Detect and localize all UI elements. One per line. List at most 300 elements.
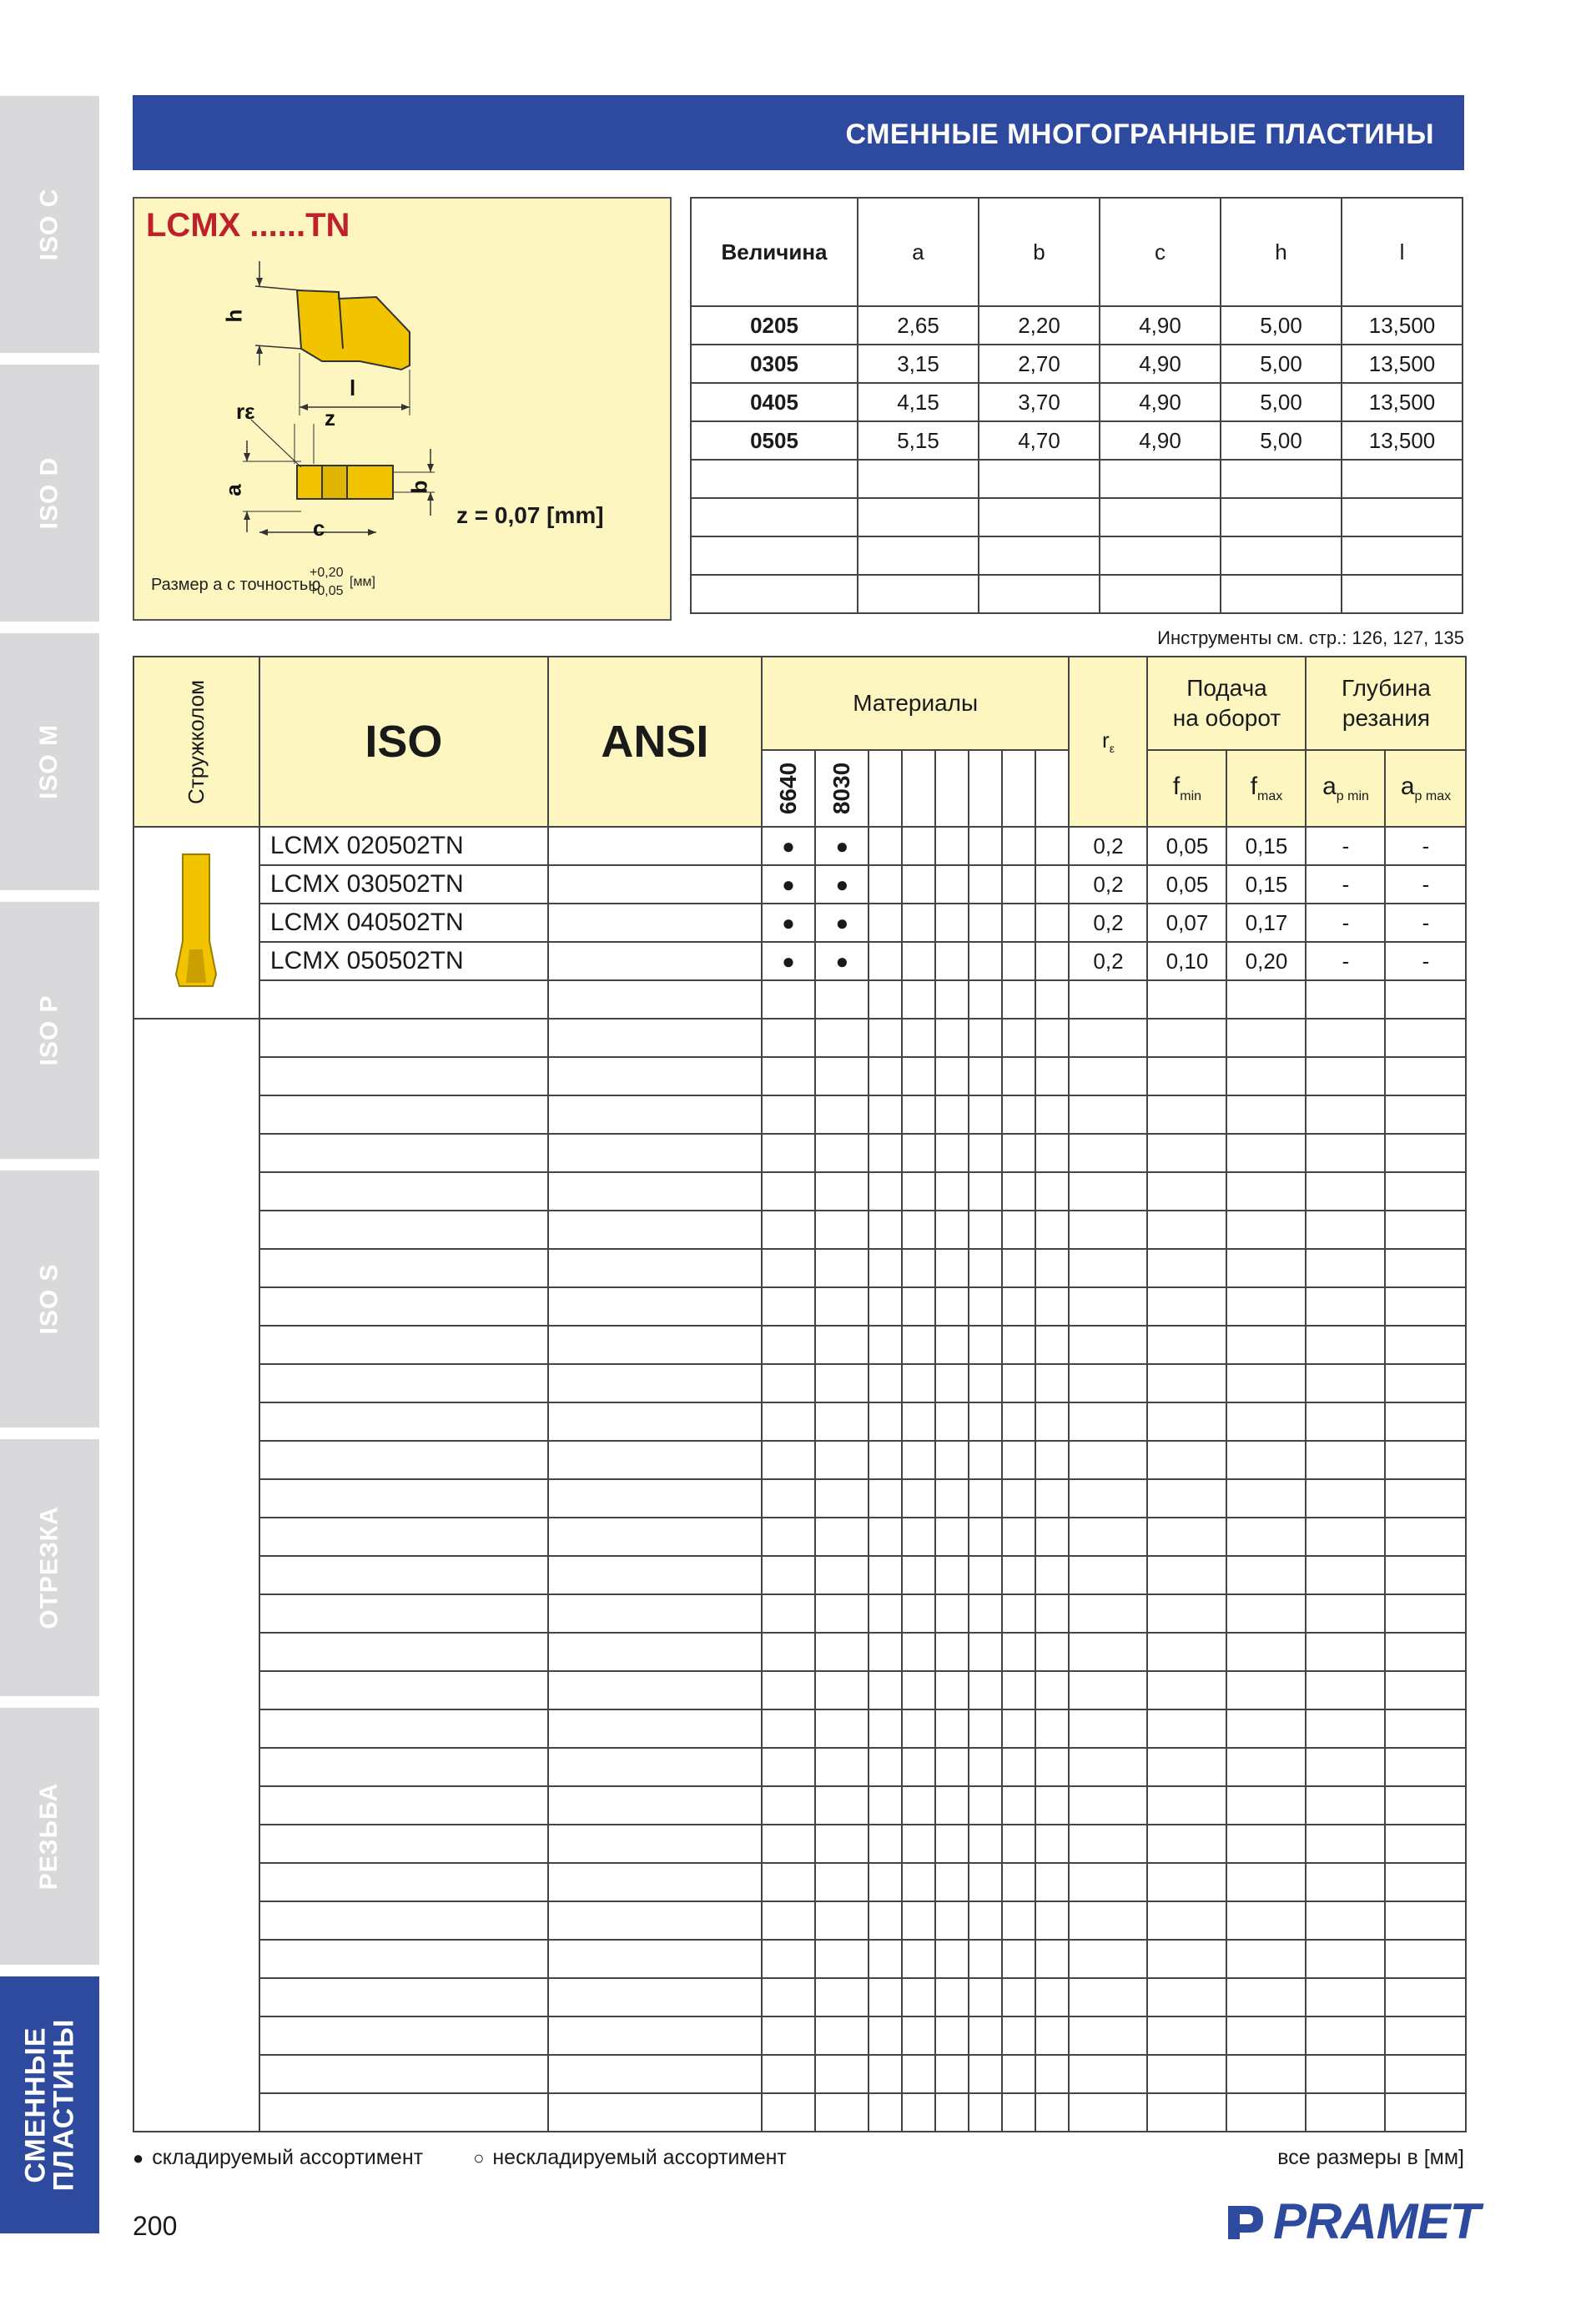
- empty-cell: [1385, 1786, 1466, 1825]
- empty-cell: [1035, 2016, 1069, 2055]
- legend: [133, 2146, 787, 2170]
- fmin-header: [1147, 750, 1226, 827]
- empty-cell: [1035, 1518, 1069, 1556]
- value-cell: 5,15: [858, 421, 979, 460]
- side-tab-iso-c[interactable]: [0, 96, 99, 353]
- side-tab-iso-m[interactable]: [0, 633, 99, 890]
- empty-cell: [1226, 1518, 1306, 1556]
- empty-cell: [1306, 2093, 1385, 2132]
- empty-cell: [259, 1556, 548, 1594]
- empty-cell: [1306, 1594, 1385, 1633]
- empty-cell: [902, 1211, 935, 1249]
- empty-cell: [762, 1249, 815, 1287]
- fmin-cell: 0,05: [1147, 827, 1226, 865]
- empty-cell: [259, 1748, 548, 1786]
- empty-cell: [1035, 1095, 1069, 1134]
- empty-cell: [762, 1633, 815, 1671]
- table-row: [133, 1441, 1466, 1479]
- apmin-cell: -: [1306, 865, 1385, 904]
- empty-cell: [815, 1057, 868, 1095]
- empty-cell: [969, 1095, 1002, 1134]
- table-row: [133, 827, 1466, 865]
- empty-cell: [762, 1978, 815, 2016]
- empty-cell: [1226, 1556, 1306, 1594]
- empty-cell: [1306, 2016, 1385, 2055]
- empty-cell: [762, 1863, 815, 1901]
- empty-cell: [1035, 1402, 1069, 1441]
- table-row: [133, 1479, 1466, 1518]
- tolerance-plus: +0,20: [310, 566, 344, 580]
- grade-empty-cell: [935, 865, 969, 904]
- side-tab-iso-d[interactable]: [0, 365, 99, 622]
- empty-cell: [1035, 1863, 1069, 1901]
- empty-cell: [868, 1671, 902, 1709]
- insert-3d-view: [297, 290, 410, 370]
- empty-cell: [1147, 1786, 1226, 1825]
- table-row: [133, 1172, 1466, 1211]
- empty-cell: [1147, 2016, 1226, 2055]
- empty-cell: [969, 1901, 1002, 1940]
- empty-cell: [1069, 1901, 1147, 1940]
- empty-cell: [1306, 1134, 1385, 1172]
- empty-cell: [1226, 2093, 1306, 2132]
- feed-label: Подача на оборот: [1172, 675, 1281, 731]
- empty-cell: [1069, 1172, 1147, 1211]
- empty-cell: [1306, 1019, 1385, 1057]
- empty-cell: [1147, 1479, 1226, 1518]
- feed-header: [1147, 657, 1306, 750]
- empty-cell: [1069, 2093, 1147, 2132]
- empty-cell: [1147, 1019, 1226, 1057]
- empty-cell: [259, 1863, 548, 1901]
- empty-cell: [868, 1556, 902, 1594]
- empty-cell: [815, 1441, 868, 1479]
- empty-cell: [259, 1825, 548, 1863]
- empty-cell: [259, 1402, 548, 1441]
- grade-availability-cell: ●: [815, 827, 868, 865]
- empty-cell: [548, 1940, 762, 1978]
- empty-cell: [935, 980, 969, 1019]
- apmax-cell: -: [1385, 827, 1466, 865]
- empty-cell: [868, 1095, 902, 1134]
- empty-cell: [1002, 1172, 1035, 1211]
- empty-cell: [548, 1441, 762, 1479]
- empty-cell: [969, 1863, 1002, 1901]
- empty-cell: [1147, 980, 1226, 1019]
- empty-cell: [1306, 1326, 1385, 1364]
- empty-cell: [935, 2093, 969, 2132]
- empty-cell: [762, 1901, 815, 1940]
- empty-cell: [1035, 1633, 1069, 1671]
- apmax-cell: -: [1385, 865, 1466, 904]
- iso-label: ISO: [365, 717, 443, 767]
- empty-cell: [259, 1095, 548, 1134]
- value-cell: 4,90: [1100, 345, 1221, 383]
- empty-cell: [1002, 980, 1035, 1019]
- empty-cell: [548, 2093, 762, 2132]
- table-row: [133, 1326, 1466, 1364]
- value-cell: 13,500: [1342, 345, 1463, 383]
- empty-cell: [548, 1479, 762, 1518]
- empty-cell: [548, 1633, 762, 1671]
- depth-header: [1306, 657, 1466, 750]
- iso-code-cell: LCMX 050502TN: [259, 942, 548, 980]
- empty-cell: [1385, 1019, 1466, 1057]
- grade-empty-cell: [902, 865, 935, 904]
- empty-cell: [1069, 1709, 1147, 1748]
- empty-cell: [935, 1326, 969, 1364]
- empty-cell: [1035, 1134, 1069, 1172]
- brand-name: PRAMET: [1273, 2193, 1480, 2249]
- side-tab-label: ОТРЕЗКА: [35, 1506, 63, 1629]
- table-row: [133, 1825, 1466, 1863]
- empty-cell: [902, 2055, 935, 2093]
- side-tab-label: ISO P: [35, 994, 63, 1066]
- empty-cell: [1002, 2093, 1035, 2132]
- empty-cell: [1306, 1249, 1385, 1287]
- empty-cell: [1069, 1134, 1147, 1172]
- empty-cell: [1147, 1287, 1226, 1326]
- empty-cell: [902, 1095, 935, 1134]
- empty-cell: [762, 2016, 815, 2055]
- empty-cell: [762, 1287, 815, 1326]
- fmax-header: [1226, 750, 1306, 827]
- empty-cell: [1385, 1326, 1466, 1364]
- empty-cell: [1385, 1825, 1466, 1863]
- diagram-title: LCMX ......TN: [146, 207, 350, 244]
- empty-cell: [935, 1057, 969, 1095]
- grade-empty-cell: [1002, 827, 1035, 865]
- grade-empty-cell: [1035, 865, 1069, 904]
- table-row: [133, 1594, 1466, 1633]
- empty-cell: [1226, 1402, 1306, 1441]
- empty-cell: [1147, 1671, 1226, 1709]
- side-tab-inserts[interactable]: [0, 1976, 99, 2233]
- insert-diagram: [133, 197, 672, 621]
- empty-cell: [1226, 1978, 1306, 2016]
- empty-cell: [1306, 1441, 1385, 1479]
- empty-cell: [548, 1748, 762, 1786]
- grade-empty-cell: [969, 827, 1002, 865]
- empty-cell: [902, 1518, 935, 1556]
- table-row: [133, 1748, 1466, 1786]
- iso-code-cell: LCMX 020502TN: [259, 827, 548, 865]
- units-note: все размеры в [мм]: [1277, 2146, 1464, 2169]
- empty-cell: [1226, 1134, 1306, 1172]
- table-row: [133, 1709, 1466, 1748]
- empty-cell: [1306, 1364, 1385, 1402]
- empty-cell: [969, 1211, 1002, 1249]
- empty-cell: [1385, 1479, 1466, 1518]
- empty-cell: [1069, 1594, 1147, 1633]
- table-row: [133, 2093, 1466, 2132]
- side-tab-iso-p[interactable]: [0, 902, 99, 1159]
- empty-cell: [548, 1364, 762, 1402]
- empty-cell: [1147, 1172, 1226, 1211]
- fmax-cell: 0,17: [1226, 904, 1306, 942]
- side-tab-otrezka[interactable]: [0, 1439, 99, 1696]
- empty-cell: [1002, 1211, 1035, 1249]
- empty-cell: [762, 1402, 815, 1441]
- empty-cell: [1035, 1671, 1069, 1709]
- empty-cell: [1002, 1671, 1035, 1709]
- empty-cell: [868, 1786, 902, 1825]
- empty-cell: [1306, 1786, 1385, 1825]
- empty-cell: [1226, 1709, 1306, 1748]
- table-row: [133, 1095, 1466, 1134]
- side-tab-rezba[interactable]: [0, 1708, 99, 1965]
- empty-cell: [1147, 1633, 1226, 1671]
- empty-cell: [1306, 1825, 1385, 1863]
- empty-cell: [1147, 1095, 1226, 1134]
- side-tab-label: ISO S: [35, 1263, 63, 1335]
- empty-cell: [1035, 1786, 1069, 1825]
- ansi-label: ANSI: [601, 717, 709, 767]
- empty-cell: [1002, 2055, 1035, 2093]
- value-cell: 4,15: [858, 383, 979, 421]
- grade-availability-cell: ●: [815, 904, 868, 942]
- empty-cell: [548, 1671, 762, 1709]
- empty-cell: [815, 1709, 868, 1748]
- empty-cell: [815, 1825, 868, 1863]
- empty-cell: [1002, 1940, 1035, 1978]
- legend-stocked-label: складируемый ассортимент: [152, 2146, 424, 2169]
- empty-cell: [1002, 1364, 1035, 1402]
- empty-cell: [259, 1594, 548, 1633]
- empty-cell: [1147, 2093, 1226, 2132]
- legend-nonstocked: [473, 2146, 787, 2170]
- empty-cell: [1147, 1709, 1226, 1748]
- radius-header: [1069, 657, 1147, 827]
- empty-cell: [1147, 1249, 1226, 1287]
- empty-cell: [902, 1786, 935, 1825]
- empty-cell: [1069, 1518, 1147, 1556]
- empty-cell: [1069, 1326, 1147, 1364]
- ansi-cell: [548, 827, 762, 865]
- empty-cell: [259, 1019, 548, 1057]
- empty-cell: [969, 1287, 1002, 1326]
- empty-cell: [868, 1402, 902, 1441]
- empty-cell: [1147, 1825, 1226, 1863]
- empty-cell: [1002, 2016, 1035, 2055]
- fmax-cell: 0,20: [1226, 942, 1306, 980]
- empty-cell: [1385, 1402, 1466, 1441]
- table-row: [133, 1057, 1466, 1095]
- empty-cell: [969, 1633, 1002, 1671]
- iso-code-cell: LCMX 030502TN: [259, 865, 548, 904]
- fmax-label: f: [1250, 773, 1258, 800]
- empty-cell: [935, 1402, 969, 1441]
- empty-cell: [1385, 1940, 1466, 1978]
- grade-empty-cell: [969, 942, 1002, 980]
- empty-cell: [548, 1825, 762, 1863]
- empty-cell: [1306, 1863, 1385, 1901]
- empty-cell: [1069, 2016, 1147, 2055]
- empty-cell: [935, 1556, 969, 1594]
- empty-cell: [1147, 1748, 1226, 1786]
- grade-empty-cell: [969, 865, 1002, 904]
- table-row: [133, 1633, 1466, 1671]
- empty-cell: [969, 1940, 1002, 1978]
- empty-cell: [935, 1786, 969, 1825]
- empty-cell: [548, 1709, 762, 1748]
- empty-cell: [762, 1441, 815, 1479]
- empty-cell: [902, 1825, 935, 1863]
- empty-cell: [868, 1594, 902, 1633]
- empty-cell: [1147, 2055, 1226, 2093]
- table-row: [691, 345, 1463, 383]
- fmax-cell: 0,15: [1226, 865, 1306, 904]
- empty-cell: [902, 1057, 935, 1095]
- legend-stocked: [133, 2146, 423, 2170]
- empty-cell: [762, 1095, 815, 1134]
- empty-cell: [1226, 1287, 1306, 1326]
- empty-cell: [1035, 1978, 1069, 2016]
- empty-cell: [868, 2055, 902, 2093]
- fmin-cell: 0,10: [1147, 942, 1226, 980]
- empty-cell: [548, 1978, 762, 2016]
- empty-cell: [259, 1671, 548, 1709]
- fmax-cell: 0,15: [1226, 827, 1306, 865]
- empty-cell: [868, 1364, 902, 1402]
- empty-cell: [762, 1556, 815, 1594]
- empty-cell: [868, 2093, 902, 2132]
- empty-cell: [969, 1134, 1002, 1172]
- fmin-cell: 0,07: [1147, 904, 1226, 942]
- empty-cell: [259, 1172, 548, 1211]
- empty-cell: [815, 1287, 868, 1326]
- empty-cell: [1002, 1594, 1035, 1633]
- radius-sub: ε: [1109, 742, 1115, 756]
- empty-cell: [1306, 1518, 1385, 1556]
- empty-cell: [969, 1479, 1002, 1518]
- empty-cell: [969, 1019, 1002, 1057]
- empty-cell: [969, 2093, 1002, 2132]
- empty-cell: [902, 1556, 935, 1594]
- empty-cell: [1226, 1671, 1306, 1709]
- tolerance-unit: [мм]: [350, 575, 375, 589]
- empty-cell: [1306, 1748, 1385, 1786]
- empty-cell: [1226, 1095, 1306, 1134]
- empty-cell: [548, 1134, 762, 1172]
- empty-cell: [1147, 1441, 1226, 1479]
- empty-cell: [1069, 1402, 1147, 1441]
- empty-cell: [815, 1402, 868, 1441]
- table-row: [691, 383, 1463, 421]
- empty-cell: [935, 1863, 969, 1901]
- grade-empty-cell: [868, 865, 902, 904]
- hollow-dot-icon: ○: [473, 2147, 485, 2168]
- grade-empty-cell: [935, 827, 969, 865]
- empty-cell: [762, 1019, 815, 1057]
- empty-cell: [1069, 1748, 1147, 1786]
- empty-cell: [935, 1748, 969, 1786]
- dim-header: Величина: [691, 198, 858, 306]
- empty-cell: [1002, 1057, 1035, 1095]
- iso-code-cell: LCMX 040502TN: [259, 904, 548, 942]
- empty-cell: [1035, 1556, 1069, 1594]
- material-label: 6640: [775, 762, 802, 815]
- empty-cell: [902, 1709, 935, 1748]
- empty-cell: [548, 2055, 762, 2093]
- empty-cell: [259, 1518, 548, 1556]
- empty-cell: [969, 1594, 1002, 1633]
- empty-cell: [1385, 1518, 1466, 1556]
- empty-cell: [1226, 1901, 1306, 1940]
- empty-cell: [969, 1057, 1002, 1095]
- table-row: [133, 1518, 1466, 1556]
- empty-cell: [1226, 1326, 1306, 1364]
- filled-dot-icon: ●: [133, 2147, 144, 2168]
- empty-cell: [1147, 1211, 1226, 1249]
- value-cell: 3,70: [979, 383, 1100, 421]
- material-label: 8030: [828, 762, 855, 815]
- empty-cell: [969, 1249, 1002, 1287]
- empty-cell: [548, 1019, 762, 1057]
- side-tab-label: ISO M: [35, 723, 63, 800]
- empty-cell: [868, 1709, 902, 1748]
- empty-cell: [1385, 1441, 1466, 1479]
- empty-cell: [259, 1940, 548, 1978]
- table-row: [133, 1901, 1466, 1940]
- empty-cell: [1069, 1057, 1147, 1095]
- empty-cell: [1226, 1594, 1306, 1633]
- empty-cell: [259, 1633, 548, 1671]
- grade-availability-cell: ●: [815, 942, 868, 980]
- empty-cell: [969, 2016, 1002, 2055]
- empty-cell: [1002, 1978, 1035, 2016]
- table-row: [133, 1402, 1466, 1441]
- empty-cell: [1035, 1211, 1069, 1249]
- empty-cell: [1002, 1019, 1035, 1057]
- table-row: [133, 1786, 1466, 1825]
- value-cell: 5,00: [1221, 421, 1342, 460]
- dim-l-label: l: [350, 375, 356, 400]
- empty-cell: [1306, 1671, 1385, 1709]
- empty-cell: [1035, 2093, 1069, 2132]
- empty-cell: [1069, 1095, 1147, 1134]
- empty-cell: [1035, 1326, 1069, 1364]
- empty-cell: [1002, 1479, 1035, 1518]
- empty-cell: [548, 1287, 762, 1326]
- grade-empty-cell: [1035, 942, 1069, 980]
- empty-cell: [935, 1671, 969, 1709]
- side-tab-iso-s[interactable]: [0, 1171, 99, 1427]
- empty-cell: [1069, 1556, 1147, 1594]
- empty-cell: [762, 1940, 815, 1978]
- empty-cell: [1035, 1057, 1069, 1095]
- empty-cell: [1147, 1863, 1226, 1901]
- chipbreaker-cell: [133, 827, 259, 1019]
- empty-cell: [1306, 1172, 1385, 1211]
- insert-drawing: [134, 199, 673, 622]
- empty-cell: [548, 1863, 762, 1901]
- empty-cell: [259, 1786, 548, 1825]
- value-cell: 4,90: [1100, 306, 1221, 345]
- empty-cell: [1226, 1786, 1306, 1825]
- empty-cell: [815, 1748, 868, 1786]
- empty-cell: [1035, 1901, 1069, 1940]
- empty-cell: [815, 1172, 868, 1211]
- empty-cell: [1035, 1594, 1069, 1633]
- table-row: [133, 865, 1466, 904]
- dim-b-label: b: [406, 480, 432, 494]
- empty-cell: [868, 1479, 902, 1518]
- empty-cell: [259, 1211, 548, 1249]
- empty-cell: [868, 1287, 902, 1326]
- empty-cell: [1035, 1019, 1069, 1057]
- empty-cell: [902, 1364, 935, 1402]
